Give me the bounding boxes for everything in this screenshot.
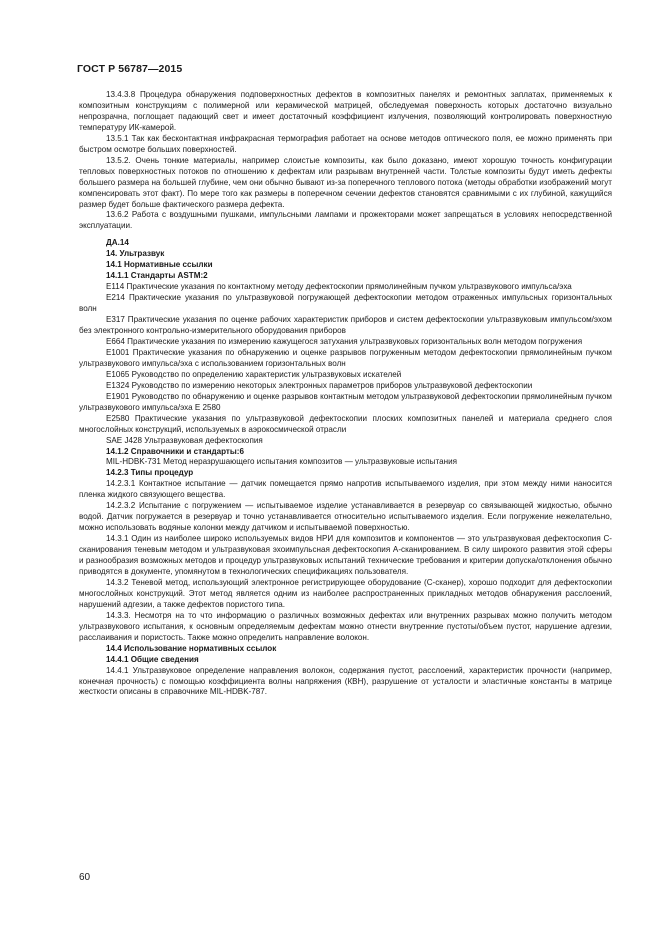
paragraph: E214 Практические указания по ультразвуковой погружающей дефектоскопии методом отраженных импульсных горизонтальных волн	[79, 293, 612, 314]
section-heading: 14.1 Нормативные ссылки	[106, 260, 213, 270]
paragraph: 14.3.2 Теневой метод, использующий электронное регистрирующее оборудование (С-сканер), хорошо подходит для дефектоскопии многослойных конструкций. Этот метод является одним из наиболее распространенных прикладных методов обнаружения расслоений, нарушений адгезии, а также дефектов пористого типа.	[79, 577, 612, 609]
paragraph: E317 Практические указания по оценке рабочих характеристик приборов и систем дефектоскопии ультразвуковым импульсом/эхом без электронного контрольно-измерительного оборудования приборов	[79, 315, 612, 336]
paragraph: 13.5.1 Так как бесконтактная инфракрасная термография работает на основе методов оптического поля, ее можно применять при быстром осмотре больших поверхностей.	[79, 133, 612, 154]
paragraph: MIL-HDBK-731 Метод неразрушающего испытания композитов — ультразвуковые испытания	[106, 457, 457, 467]
section-heading: 14.4 Использование нормативных ссылок	[106, 643, 277, 653]
paragraph: 14.2.3.1 Контактное испытание — датчик помещается прямо напротив испытываемого изделия, при этом между ними наносится пленка жидкого связующего вещества.	[79, 479, 612, 500]
section-heading: 14.4.1 Общие сведения	[106, 654, 199, 664]
section-heading: 14.1.2 Справочники и стандарты:6	[106, 446, 245, 456]
section-heading: 14.1.1 Стандарты ASTM:2	[106, 271, 208, 281]
paragraph: E1901 Руководство по обнаружению и оценке разрывов контактным методом ультразвуковой дефектоскопии прямолинейным пучком ультразвукового импульса/эха E 2580	[79, 391, 612, 412]
paragraph: 13.5.2. Очень тонкие материалы, например слоистые композиты, как было доказано, имеют хорошую точность конфигурации тепловых поверхностных потоков по отношению к дефектам или разрывам внутренней части. Толстые композиты будут иметь дефекты большего размера на большей глубине, чем они обычно бывают из-за поперечного теплового потока (методы обработки изображений могут компенсировать этот факт). По мере того как размеры в поперечном сечении дефектов становятся сравнимыми с их глубиной, кажущийся размер будет больше фактического размера дефекта.	[79, 155, 612, 209]
paragraph: E1324 Руководство по измерению некоторых электронных параметров приборов ультразвуковой дефектоскопии	[106, 380, 533, 390]
paragraph: 13.4.3.8 Процедура обнаружения подповерхностных дефектов в композитных панелях и ремонтных заплатах, применяемых к композитным конструкциям с полимерной или керамической матрицей, обследуемая поверхность которых достаточно визуально непрозрачна, поглощает падающий свет и имеет достаточный коэффициент излучения, позволяющий контролировать поверхностную температуру ИК-камерой.	[79, 90, 612, 132]
paragraph: E114 Практические указания по контактному методу дефектоскопии прямолинейным пучком ультразвукового импульса/эха	[106, 282, 572, 292]
section-heading: ДА.14	[106, 238, 129, 248]
paragraph: 14.3.1 Один из наиболее широко используемых видов НРИ для композитов и компонентов — это ультразвуковая дефектоскопия С-сканирования теневым методом и ультразвуковая эхоимпульсная дефектоскопия А-сканированием. В силу широкого развития этой сферы и разнообразия возможных методов и процедур ультразвуковых испытаний технические требования и критерии допуска/отклонения обычно приводятся в документе, упомянутом в технологических спецификациях пользователя.	[79, 534, 612, 576]
paragraph: E1001 Практические указания по обнаружению и оценке разрывов погруженным методом дефектоскопии прямолинейным пучком ультразвукового импульса/эха с использованием горизонтальных волн	[79, 347, 612, 368]
paragraph: 14.2.3.2 Испытание с погружением — испытываемое изделие устанавливается в резервуар со связывающей жидкостью, обычно водой. Датчик погружается в резервуар и точно устанавливается относительно испытываемого изделия. Если погружение нежелательно, можно использовать водяные колонки между датчиком и испытываемой поверхностью.	[79, 501, 612, 533]
paragraph: 14.4.1 Ультразвуковое определение направления волокон, содержания пустот, расслоений, характеристик прочности (например, конечная прочность) с помощью коэффициента волны напряжения (КВН), разрушение от усталости и эластичные константы в матрице жесткости описаны в справочнике MIL-HDBK-787.	[79, 665, 612, 697]
document-body	[79, 90, 612, 698]
paragraph: E1065 Руководство по определению характеристик ультразвуковых искателей	[106, 369, 402, 379]
paragraph: SAE J428 Ультразвуковая дефектоскопия	[106, 435, 263, 445]
paragraph: E2580 Практические указания по ультразвуковой дефектоскопии плоских композитных панелей и материала среднего слоя многослойных конструкций, используемых в аэрокосмической отрасли	[79, 413, 612, 434]
document-header: ГОСТ Р 56787—2015	[77, 63, 183, 75]
paragraph: 14.3.3. Несмотря на то что информацию о различных возможных дефектах или внутренних разрывах можно получить методом ультразвукового испытания, к основным определяемым дефектам можно отнести внутренние пустоты/объем пустот, нарушение адгезии, расслаивания и пористость. Также можно определить направление волокон.	[79, 610, 612, 642]
section-heading: 14.2.3 Типы процедур	[106, 468, 194, 478]
paragraph: E664 Практические указания по измерению кажущегося затухания ультразвуковых горизонтальных волн методом погружения	[106, 336, 583, 346]
section-heading: 14. Ультразвук	[106, 249, 165, 259]
page-number: 60	[79, 872, 91, 883]
paragraph: 13.6.2 Работа с воздушными пушками, импульсными лампами и прожекторами может запрещаться в условиях непосредственной эксплуатации.	[79, 210, 612, 231]
